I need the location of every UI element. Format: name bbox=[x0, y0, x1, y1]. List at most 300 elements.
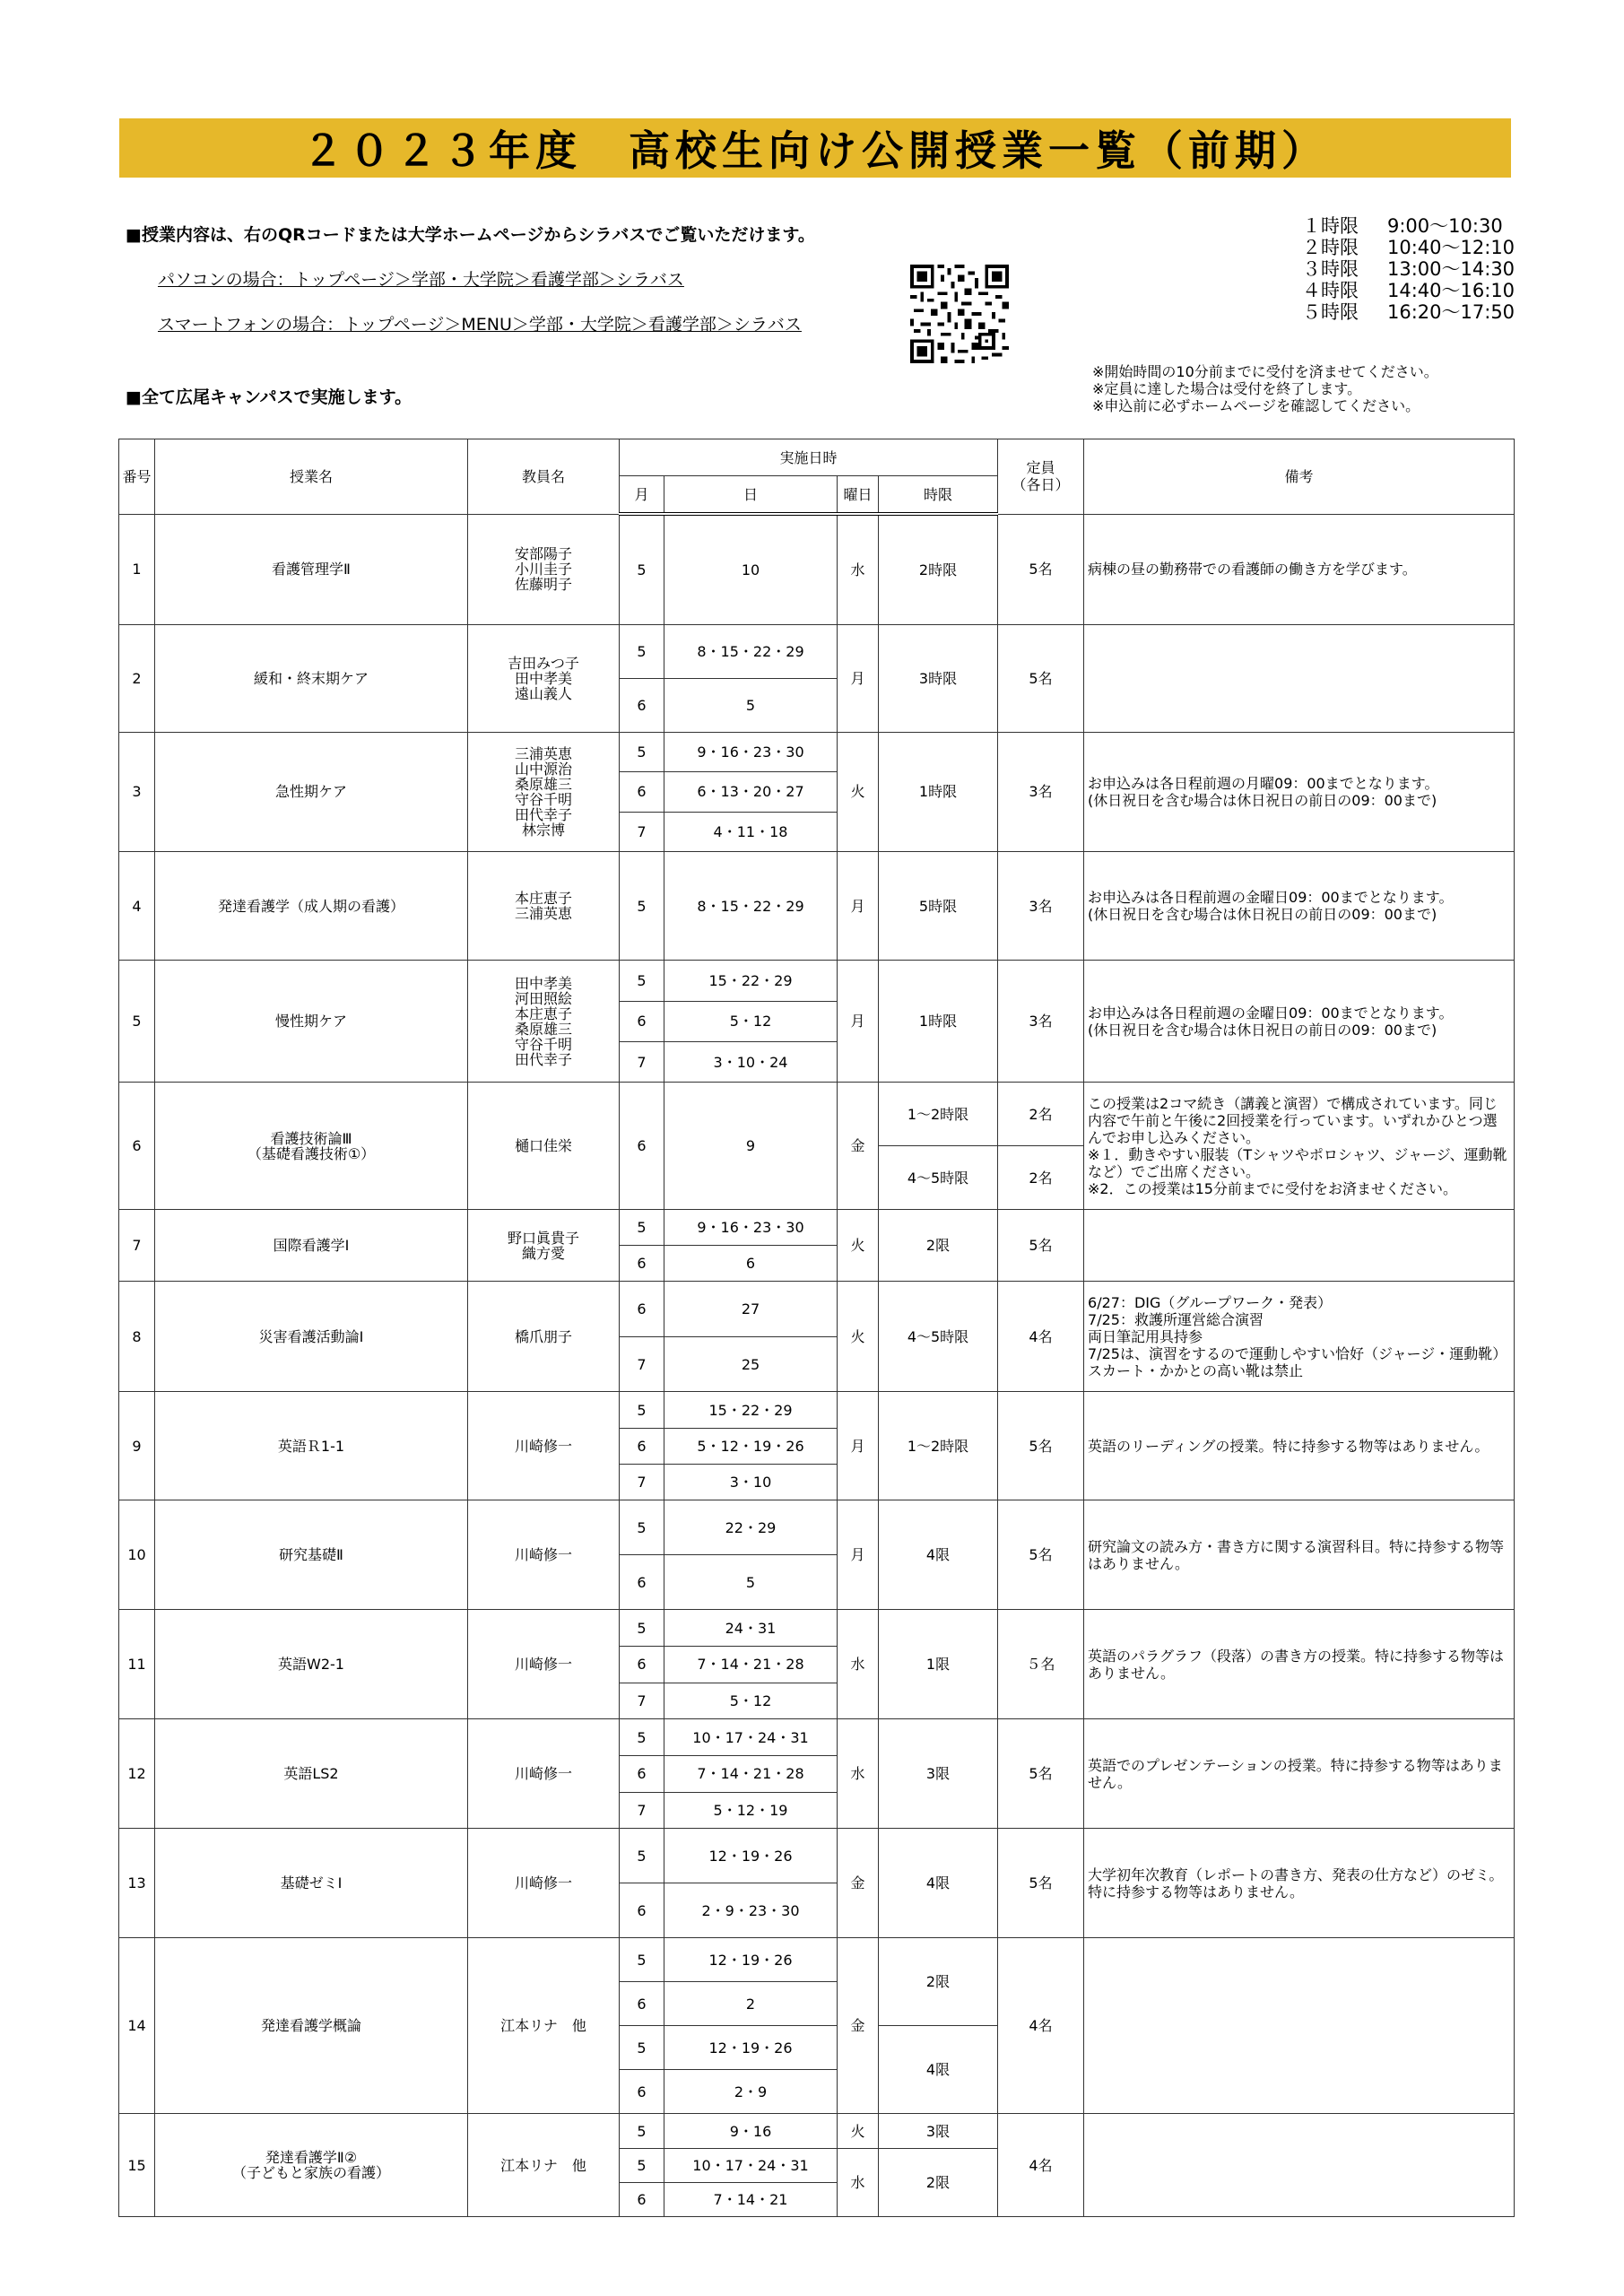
weekday-cell: 金 bbox=[838, 1938, 879, 2114]
month-cell: 6 bbox=[620, 772, 664, 813]
teacher-names bbox=[468, 1392, 620, 1500]
header-course: 授業名 bbox=[155, 439, 468, 515]
remark-line: (休日祝日を含む場合は休日祝日の前日の09：00まで) bbox=[1088, 1021, 1437, 1039]
course-name bbox=[155, 2114, 468, 2217]
teacher-name: 江本リナ 他 bbox=[500, 2156, 586, 2174]
weekday-cell: 水 bbox=[838, 1610, 879, 1719]
capacity-cell: ５名 bbox=[998, 1610, 1084, 1719]
teacher-names bbox=[468, 1282, 620, 1392]
remarks-cell bbox=[1084, 1719, 1515, 1829]
period-time: 13:00～14:30 bbox=[1387, 258, 1515, 280]
table-row bbox=[119, 514, 1515, 624]
remarks-cell bbox=[1084, 1938, 1515, 2114]
month-cell: 7 bbox=[620, 1336, 664, 1392]
row-number: 9 bbox=[119, 1392, 155, 1500]
table-row bbox=[119, 2114, 1515, 2148]
month-cell: 5 bbox=[620, 1829, 664, 1883]
remarks-cell bbox=[1084, 1210, 1515, 1282]
period-cell: 2限 bbox=[879, 1938, 998, 2026]
remarks-cell bbox=[1084, 624, 1515, 732]
pc-syllabus-link[interactable]: パソコンの場合：トップページ＞学部・大学院＞看護学部＞シラバス bbox=[158, 270, 684, 290]
teacher-name: 川崎修一 bbox=[514, 1546, 572, 1564]
month-cell: 5 bbox=[620, 2148, 664, 2182]
remark-line: 英語でのプレゼンテーションの授業。特に持参する物等はありません。 bbox=[1088, 1756, 1503, 1791]
course-line: 発達看護学（成人期の看護） bbox=[217, 897, 404, 915]
month-cell: 6 bbox=[620, 2183, 664, 2217]
day-cell: 2 bbox=[664, 1982, 838, 2026]
row-number: 11 bbox=[119, 1610, 155, 1719]
day-cell: 24・31 bbox=[664, 1610, 838, 1647]
weekday-cell: 金 bbox=[838, 1083, 879, 1210]
month-cell: 5 bbox=[620, 852, 664, 961]
period-cell: 2限 bbox=[879, 2148, 998, 2217]
remark-line: お申込みは各日程前週の金曜日09：00までとなります。 bbox=[1088, 889, 1454, 907]
teacher-names bbox=[468, 1500, 620, 1610]
capacity-cell: 2名 bbox=[998, 1083, 1084, 1146]
month-cell: 6 bbox=[620, 678, 664, 732]
course-name bbox=[155, 1719, 468, 1829]
remark-line: 英語のリーディングの授業。特に持参する物等はありません。 bbox=[1088, 1437, 1489, 1455]
month-cell: 5 bbox=[620, 1392, 664, 1428]
remark-line: 大学初年次教育（レポートの書き方、発表の仕方など）のゼミ。特に持参する物等はありません。 bbox=[1088, 1866, 1504, 1900]
day-cell: 8・15・22・29 bbox=[664, 852, 838, 961]
month-cell: 5 bbox=[620, 961, 664, 1001]
month-cell: 6 bbox=[620, 1001, 664, 1041]
remarks-cell bbox=[1084, 732, 1515, 852]
month-cell: 5 bbox=[620, 2114, 664, 2148]
teacher-name: 守谷千明 bbox=[514, 790, 572, 808]
table-row bbox=[119, 1719, 1515, 1756]
table-row bbox=[119, 1083, 1515, 1146]
day-cell: 7・14・21・28 bbox=[664, 1756, 838, 1793]
period-cell: 3限 bbox=[879, 1719, 998, 1829]
day-cell: 5・12 bbox=[664, 1001, 838, 1041]
course-line: 研究基礎Ⅱ bbox=[279, 1546, 343, 1564]
remark-line: お申込みは各日程前週の月曜09：00までとなります。 bbox=[1088, 774, 1439, 792]
row-number: 10 bbox=[119, 1500, 155, 1610]
teacher-name: 佐藤明子 bbox=[514, 576, 572, 593]
day-cell: 5 bbox=[664, 1555, 838, 1610]
course-name bbox=[155, 1829, 468, 1938]
teacher-name: 川崎修一 bbox=[514, 1656, 572, 1674]
remarks-cell bbox=[1084, 1083, 1515, 1210]
table-row bbox=[119, 1938, 1515, 1982]
remarks-cell bbox=[1084, 961, 1515, 1083]
table-row bbox=[119, 732, 1515, 772]
remarks-cell bbox=[1084, 2114, 1515, 2217]
weekday-cell: 水 bbox=[838, 2148, 879, 2217]
period-cell: 2限 bbox=[879, 1210, 998, 1282]
remark-line: 病棟の昼の勤務帯での看護師の働き方を学びます。 bbox=[1088, 561, 1417, 578]
course-name bbox=[155, 514, 468, 624]
teacher-name: 樋口佳栄 bbox=[514, 1137, 572, 1155]
teacher-names bbox=[468, 1829, 620, 1938]
remarks-cell bbox=[1084, 1500, 1515, 1610]
row-number: 3 bbox=[119, 732, 155, 852]
capacity-cell: 5名 bbox=[998, 514, 1084, 624]
remark-line: 研究論文の読み方・書き方に関する演習科目。特に持参する物等はありません。 bbox=[1088, 1537, 1505, 1572]
header-remarks: 備考 bbox=[1084, 439, 1515, 515]
table-row bbox=[119, 961, 1515, 1001]
day-cell: 15・22・29 bbox=[664, 961, 838, 1001]
day-cell: 12・19・26 bbox=[664, 1829, 838, 1883]
table-row bbox=[119, 1392, 1515, 1428]
capacity-cell: 5名 bbox=[998, 1500, 1084, 1610]
teacher-name: 田中孝美 bbox=[514, 974, 572, 992]
course-table bbox=[118, 439, 1515, 2217]
course-name bbox=[155, 1500, 468, 1610]
teacher-names bbox=[468, 1610, 620, 1719]
month-cell: 5 bbox=[620, 624, 664, 678]
remarks-cell bbox=[1084, 514, 1515, 624]
month-cell: 7 bbox=[620, 812, 664, 852]
teacher-name: 江本リナ 他 bbox=[500, 2017, 586, 2035]
course-line: 基礎ゼミⅠ bbox=[280, 1874, 343, 1892]
period-cell: 1限 bbox=[879, 1610, 998, 1719]
campus-info: ■全て広尾キャンパスで実施します。 bbox=[126, 387, 413, 407]
teacher-names bbox=[468, 2114, 620, 2217]
weekday-cell: 月 bbox=[838, 852, 879, 961]
day-cell: 6 bbox=[664, 1246, 838, 1282]
teacher-name: 桑原雄三 bbox=[514, 775, 572, 793]
weekday-cell: 火 bbox=[838, 1282, 879, 1392]
row-number: 15 bbox=[119, 2114, 155, 2217]
period-row bbox=[1302, 258, 1515, 280]
header-schedule: 実施日時 bbox=[620, 439, 998, 476]
course-name bbox=[155, 852, 468, 961]
teacher-name: 河田照絵 bbox=[514, 989, 572, 1007]
period-row bbox=[1302, 301, 1515, 323]
weekday-cell: 火 bbox=[838, 2114, 879, 2148]
qr-code[interactable] bbox=[908, 265, 1012, 363]
day-cell: 3・10・24 bbox=[664, 1042, 838, 1083]
period-cell: 5時限 bbox=[879, 852, 998, 961]
row-number: 8 bbox=[119, 1282, 155, 1392]
period-cell: 1～2時限 bbox=[879, 1083, 998, 1146]
month-cell: 7 bbox=[620, 1792, 664, 1829]
period-cell: 4～5時限 bbox=[879, 1146, 998, 1210]
table-row bbox=[119, 1610, 1515, 1647]
remarks-cell bbox=[1084, 1392, 1515, 1500]
weekday-cell: 水 bbox=[838, 1719, 879, 1829]
teacher-names bbox=[468, 732, 620, 852]
period-name: ４時限 bbox=[1302, 280, 1359, 301]
day-cell: 10・17・24・31 bbox=[664, 2148, 838, 2182]
remark-line: ※１．動きやすい服装（Tシャツやポロシャツ、ジャージ、運動靴など）でご出席ください。 bbox=[1088, 1145, 1507, 1180]
capacity-cell: 5名 bbox=[998, 1210, 1084, 1282]
teacher-name: 山中源治 bbox=[514, 760, 572, 778]
remark-line: スカート・かかとの高い靴は禁止 bbox=[1088, 1361, 1304, 1379]
day-cell: 7・14・21 bbox=[664, 2183, 838, 2217]
course-name bbox=[155, 1610, 468, 1719]
month-cell: 6 bbox=[620, 1555, 664, 1610]
month-cell: 7 bbox=[620, 1465, 664, 1500]
remark-line: (休日祝日を含む場合は休日祝日の前日の09：00まで) bbox=[1088, 791, 1437, 809]
day-cell: 7・14・21・28 bbox=[664, 1647, 838, 1683]
day-cell: 9・16 bbox=[664, 2114, 838, 2148]
table-row bbox=[119, 624, 1515, 678]
teacher-name: 田代幸子 bbox=[514, 805, 572, 823]
month-cell: 5 bbox=[620, 1500, 664, 1555]
teacher-name: 安部陽子 bbox=[514, 545, 572, 562]
teacher-name: 守谷千明 bbox=[514, 1035, 572, 1053]
month-cell: 6 bbox=[620, 1282, 664, 1337]
capacity-cell: 5名 bbox=[998, 1829, 1084, 1938]
remark-line: この授業は2コマ続き（講義と演習）で構成されています。同じ内容で午前と午後に2回授業を行っています。いずれかひとつ選んでお申し込みください。 bbox=[1088, 1094, 1498, 1146]
course-line: （基礎看護技術①） bbox=[247, 1144, 376, 1162]
day-cell: 15・22・29 bbox=[664, 1392, 838, 1428]
course-line: 英語LS2 bbox=[283, 1765, 339, 1783]
period-cell: 4～5時限 bbox=[879, 1282, 998, 1392]
row-number: 13 bbox=[119, 1829, 155, 1938]
capacity-cell: 5名 bbox=[998, 1719, 1084, 1829]
remark-line: ※2．この授業は15分前までに受付をお済ませください。 bbox=[1088, 1179, 1457, 1197]
capacity-cell: 2名 bbox=[998, 1146, 1084, 1210]
title-bar bbox=[119, 118, 1511, 178]
course-line: 看護管理学Ⅱ bbox=[272, 561, 351, 578]
header-no: 番号 bbox=[119, 439, 155, 515]
month-cell: 5 bbox=[620, 1210, 664, 1246]
day-cell: 9 bbox=[664, 1083, 838, 1210]
period-name: １時限 bbox=[1302, 215, 1359, 237]
period-cell: 1時限 bbox=[879, 961, 998, 1083]
capacity-cell: 5名 bbox=[998, 624, 1084, 732]
teacher-names bbox=[468, 1210, 620, 1282]
period-time: 16:20～17:50 bbox=[1387, 301, 1515, 323]
row-number: 14 bbox=[119, 1938, 155, 2114]
teacher-names bbox=[468, 961, 620, 1083]
teacher-name: 川崎修一 bbox=[514, 1437, 572, 1455]
weekday-cell: 金 bbox=[838, 1829, 879, 1938]
syllabus-info: ■授業内容は、右のQRコードまたは大学ホームページからシラバスでご覧いただけます。 bbox=[126, 225, 815, 245]
day-cell: 22・29 bbox=[664, 1500, 838, 1555]
day-cell: 12・19・26 bbox=[664, 1938, 838, 1982]
teacher-name: 橋爪朋子 bbox=[514, 1327, 572, 1345]
course-line: 国際看護学Ⅰ bbox=[273, 1237, 350, 1255]
header-capacity: 定員 （各日） bbox=[998, 439, 1084, 515]
capacity-cell: 4名 bbox=[998, 2114, 1084, 2217]
month-cell: 7 bbox=[620, 1042, 664, 1083]
period-cell: 4限 bbox=[879, 2026, 998, 2114]
table-row bbox=[119, 1500, 1515, 1555]
day-cell: 3・10 bbox=[664, 1465, 838, 1500]
course-line: 看護技術論Ⅲ bbox=[270, 1129, 352, 1147]
course-line: 慢性期ケア bbox=[274, 1013, 347, 1031]
capacity-cell: 4名 bbox=[998, 1282, 1084, 1392]
period-cell: 3限 bbox=[879, 2114, 998, 2148]
month-cell: 5 bbox=[620, 2026, 664, 2070]
period-name: ２時限 bbox=[1302, 237, 1359, 258]
month-cell: 6 bbox=[620, 1647, 664, 1683]
teacher-name: 田中孝美 bbox=[514, 669, 572, 687]
weekday-cell: 水 bbox=[838, 514, 879, 624]
teacher-name: 林宗博 bbox=[521, 821, 565, 839]
course-name bbox=[155, 732, 468, 852]
month-cell: 5 bbox=[620, 732, 664, 772]
day-cell: 8・15・22・29 bbox=[664, 624, 838, 678]
day-cell: 12・19・26 bbox=[664, 2026, 838, 2070]
weekday-cell: 月 bbox=[838, 961, 879, 1083]
weekday-cell: 月 bbox=[838, 624, 879, 732]
page-title: ２０２３年度 高校生向け公開授業一覧（前期） bbox=[302, 126, 1328, 175]
teacher-names bbox=[468, 1083, 620, 1210]
course-name bbox=[155, 1392, 468, 1500]
course-line: 災害看護活動論Ⅰ bbox=[258, 1327, 364, 1345]
weekday-cell: 火 bbox=[838, 1210, 879, 1282]
teacher-name: 桑原雄三 bbox=[514, 1020, 572, 1038]
course-name bbox=[155, 961, 468, 1083]
course-name bbox=[155, 1282, 468, 1392]
period-cell: 4限 bbox=[879, 1829, 998, 1938]
month-cell: 6 bbox=[620, 1083, 664, 1210]
teacher-names bbox=[468, 852, 620, 961]
day-cell: 2・9・23・30 bbox=[664, 1883, 838, 1938]
course-name bbox=[155, 624, 468, 732]
row-number: 2 bbox=[119, 624, 155, 732]
weekday-cell: 火 bbox=[838, 732, 879, 852]
teacher-names bbox=[468, 624, 620, 732]
day-cell: 9・16・23・30 bbox=[664, 732, 838, 772]
month-cell: 6 bbox=[620, 2070, 664, 2114]
month-cell: 6 bbox=[620, 1428, 664, 1464]
note-line: ※開始時間の10分前までに受付を済ませてください。 bbox=[1092, 363, 1438, 380]
header-period: 時限 bbox=[879, 476, 998, 515]
day-cell: 2・9 bbox=[664, 2070, 838, 2114]
course-name bbox=[155, 1938, 468, 2114]
day-cell: 5・12・19 bbox=[664, 1792, 838, 1829]
row-number: 6 bbox=[119, 1083, 155, 1210]
teacher-names bbox=[468, 1719, 620, 1829]
capacity-cell: 3名 bbox=[998, 961, 1084, 1083]
header-month: 月 bbox=[620, 476, 664, 515]
note-line: ※申込前に必ずホームページを確認してください。 bbox=[1092, 397, 1420, 414]
remark-line: 7/25：救護所運営総合演習 bbox=[1088, 1310, 1264, 1328]
row-number: 4 bbox=[119, 852, 155, 961]
teacher-name: 小川圭子 bbox=[514, 561, 572, 578]
teacher-name: 川崎修一 bbox=[514, 1765, 572, 1783]
day-cell: 5・12・19・26 bbox=[664, 1428, 838, 1464]
course-name bbox=[155, 1083, 468, 1210]
month-cell: 5 bbox=[620, 1938, 664, 1982]
teacher-name: 川崎修一 bbox=[514, 1874, 572, 1892]
course-name bbox=[155, 1210, 468, 1282]
course-line: （子どもと家族の看護） bbox=[231, 2164, 390, 2182]
teacher-name: 吉田みつ子 bbox=[508, 654, 579, 672]
period-name: ３時限 bbox=[1302, 258, 1359, 280]
teacher-name: 本庄恵子 bbox=[514, 890, 572, 908]
period-cell: 3時限 bbox=[879, 624, 998, 732]
remark-line: 6/27：DIG（グループワーク・発表） bbox=[1088, 1293, 1333, 1311]
header-weekday: 曜日 bbox=[838, 476, 879, 515]
capacity-cell: 4名 bbox=[998, 1938, 1084, 2114]
period-row bbox=[1302, 215, 1515, 237]
teacher-name: 野口眞貴子 bbox=[507, 1229, 579, 1247]
day-cell: 4・11・18 bbox=[664, 812, 838, 852]
teacher-names bbox=[468, 1938, 620, 2114]
remark-line: お申込みは各日程前週の金曜日09：00までとなります。 bbox=[1088, 1004, 1454, 1022]
period-time: 14:40～16:10 bbox=[1387, 280, 1515, 301]
remarks-cell bbox=[1084, 1610, 1515, 1719]
day-cell: 5 bbox=[664, 678, 838, 732]
period-time: 9:00～10:30 bbox=[1387, 215, 1503, 237]
day-cell: 27 bbox=[664, 1282, 838, 1337]
remark-line: 7/25は、演習をするので運動しやすい恰好（ジャージ・運動靴） bbox=[1088, 1344, 1507, 1362]
period-cell: 1時限 bbox=[879, 732, 998, 852]
month-cell: 5 bbox=[620, 1610, 664, 1647]
period-name: ５時限 bbox=[1302, 301, 1359, 323]
capacity-cell: 3名 bbox=[998, 852, 1084, 961]
course-line: 英語Ｒ1-1 bbox=[277, 1437, 345, 1455]
teacher-name: 田代幸子 bbox=[514, 1050, 572, 1068]
remarks-cell bbox=[1084, 852, 1515, 961]
period-times bbox=[1302, 215, 1515, 323]
course-line: 発達看護学Ⅱ② bbox=[265, 2149, 358, 2167]
month-cell: 6 bbox=[620, 1756, 664, 1793]
weekday-cell: 月 bbox=[838, 1500, 879, 1610]
table-row bbox=[119, 1282, 1515, 1337]
teacher-name: 三浦英恵 bbox=[514, 744, 572, 762]
teacher-name: 三浦英恵 bbox=[514, 905, 572, 923]
month-cell: 6 bbox=[620, 1246, 664, 1282]
remark-line: (休日祝日を含む場合は休日祝日の前日の09：00まで) bbox=[1088, 906, 1437, 924]
course-line: 緩和・終末期ケア bbox=[253, 669, 369, 687]
row-number: 7 bbox=[119, 1210, 155, 1282]
table-row bbox=[119, 1829, 1515, 1883]
row-number: 5 bbox=[119, 961, 155, 1083]
period-cell: 4限 bbox=[879, 1500, 998, 1610]
period-row bbox=[1302, 237, 1515, 258]
month-cell: 6 bbox=[620, 1883, 664, 1938]
period-cell: 1～2時限 bbox=[879, 1392, 998, 1500]
table-row bbox=[119, 1210, 1515, 1246]
day-cell: 10・17・24・31 bbox=[664, 1719, 838, 1756]
header-teacher: 教員名 bbox=[468, 439, 620, 515]
month-cell: 5 bbox=[620, 1719, 664, 1756]
application-notes bbox=[1092, 363, 1438, 414]
remark-line: 英語のパラグラフ（段落）の書き方の授業。特に持参する物等はありません。 bbox=[1088, 1647, 1505, 1682]
row-number: 12 bbox=[119, 1719, 155, 1829]
teacher-names bbox=[468, 514, 620, 624]
day-cell: 10 bbox=[664, 514, 838, 624]
table-row bbox=[119, 852, 1515, 961]
course-line: 発達看護学概論 bbox=[260, 2017, 361, 2035]
weekday-cell: 月 bbox=[838, 1392, 879, 1500]
month-cell: 5 bbox=[620, 514, 664, 624]
day-cell: 6・13・20・27 bbox=[664, 772, 838, 813]
period-time: 10:40～12:10 bbox=[1387, 237, 1515, 258]
teacher-name: 織方愛 bbox=[521, 1244, 565, 1262]
period-row bbox=[1302, 280, 1515, 301]
month-cell: 7 bbox=[620, 1683, 664, 1719]
period-cell: 2時限 bbox=[879, 514, 998, 624]
month-cell: 6 bbox=[620, 1982, 664, 2026]
teacher-name: 本庄恵子 bbox=[514, 1004, 572, 1022]
day-cell: 25 bbox=[664, 1336, 838, 1392]
course-line: 急性期ケア bbox=[274, 783, 347, 801]
remarks-cell bbox=[1084, 1282, 1515, 1392]
day-cell: 5・12 bbox=[664, 1683, 838, 1719]
note-line: ※定員に達した場合は受付を終了します。 bbox=[1092, 380, 1362, 397]
row-number: 1 bbox=[119, 514, 155, 624]
capacity-cell: 3名 bbox=[998, 732, 1084, 852]
sp-syllabus-link[interactable]: スマートフォンの場合：トップページ＞MENU＞学部・大学院＞看護学部＞シラバス bbox=[158, 315, 802, 335]
course-line: 英語W2-1 bbox=[278, 1656, 344, 1674]
header-day: 日 bbox=[664, 476, 838, 515]
capacity-cell: 5名 bbox=[998, 1392, 1084, 1500]
day-cell: 9・16・23・30 bbox=[664, 1210, 838, 1246]
teacher-name: 遠山義人 bbox=[514, 684, 572, 702]
remarks-cell bbox=[1084, 1829, 1515, 1938]
